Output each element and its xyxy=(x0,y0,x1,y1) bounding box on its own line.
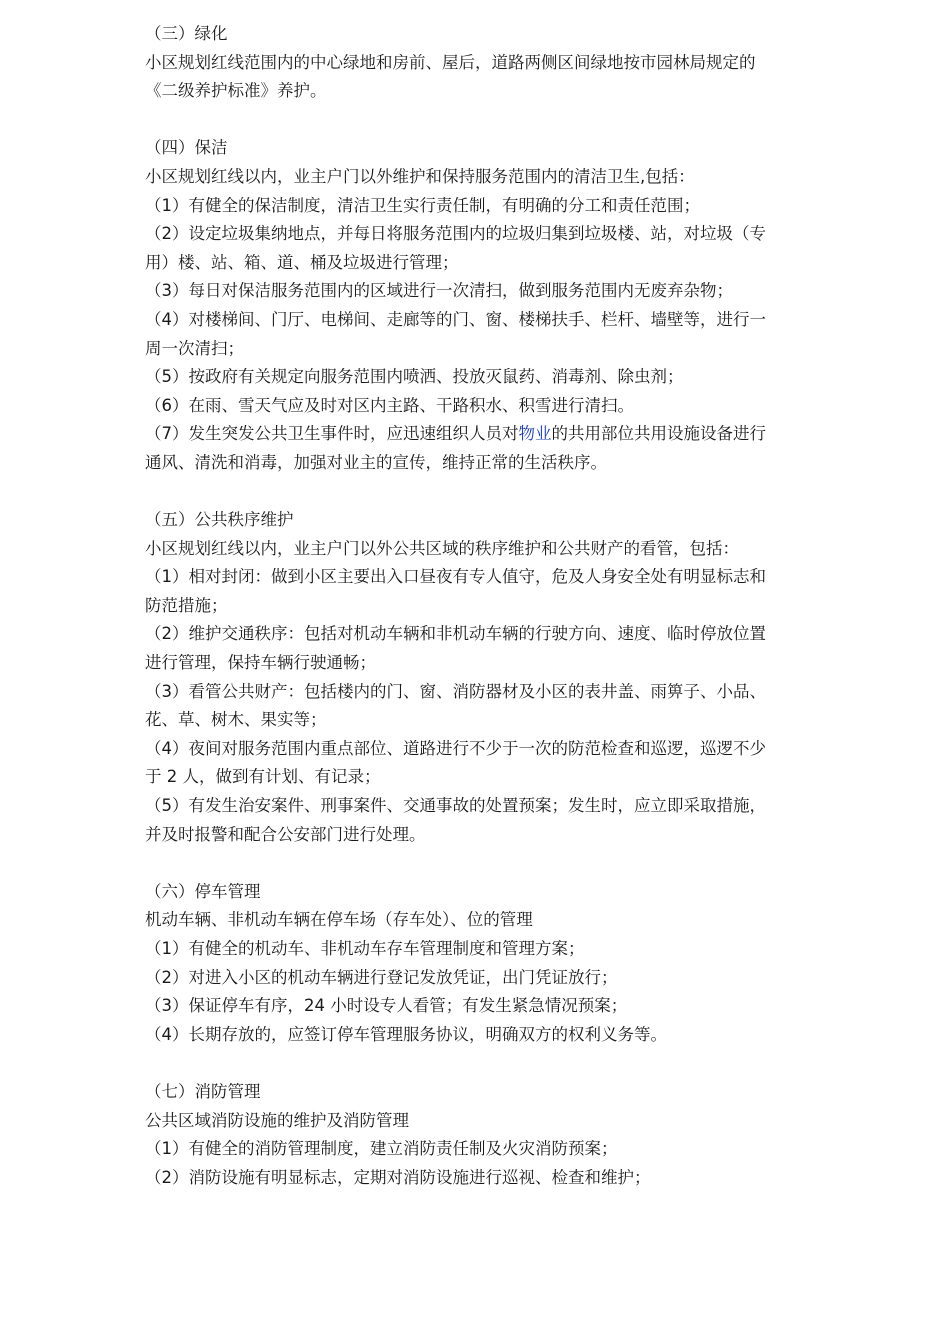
section-heading: （四）保洁 xyxy=(145,138,228,158)
property-link[interactable]: 物业 xyxy=(518,424,552,444)
list-item-continuation: 周一次清扫； xyxy=(145,338,244,358)
section-heading: （六）停车管理 xyxy=(145,881,261,901)
list-item: （6）在雨、雪天气应及时对区内主路、干路积水、积雪进行清扫。 xyxy=(145,395,634,415)
list-item: （1）相对封闭：做到小区主要出入口昼夜有专人值守，危及人身安全处有明显标志和 xyxy=(145,567,766,587)
list-item: （1）有健全的消防管理制度，建立消防责任制及火灾消防预案； xyxy=(145,1139,618,1159)
list-item-continuation: 防范措施； xyxy=(145,595,228,615)
list-item-continuation: 进行管理，保持车辆行驶通畅； xyxy=(145,653,376,673)
list-item-continuation: 于 2 人，做到有计划、有记录； xyxy=(145,767,381,787)
list-item: （2）设定垃圾集纳地点，并每日将服务范围内的垃圾归集到垃圾楼、站，对垃圾（专 xyxy=(145,224,766,244)
paragraph-line: 《二级养护标准》养护。 xyxy=(145,81,327,101)
list-item: （3）看管公共财产：包括楼内的门、窗、消防器材及小区的表井盖、雨箅子、小品、 xyxy=(145,681,766,701)
list-item: （1）有健全的保洁制度，清洁卫生实行责任制，有明确的分工和责任范围； xyxy=(145,195,700,215)
list-item: （2）维护交通秩序：包括对机动车辆和非机动车辆的行驶方向、速度、临时停放位置 xyxy=(145,624,766,644)
paragraph-line: 机动车辆、非机动车辆在停车场（存车处）、位的管理 xyxy=(145,910,533,930)
paragraph-line: 小区规划红线以内，业主户门以外维护和保持服务范围内的清洁卫生,包括： xyxy=(145,166,695,186)
list-item: （1）有健全的机动车、非机动车存车管理制度和管理方案； xyxy=(145,939,585,958)
list-item xyxy=(145,420,865,449)
section-public-order xyxy=(145,506,865,849)
list-item-text: 的共用部位共用设施设备进行 xyxy=(551,424,766,444)
paragraph-line: 小区规划红线以内，业主户门以外公共区域的秩序维护和公共财产的看管，包括： xyxy=(145,538,739,558)
section-fire-safety xyxy=(145,1078,865,1192)
list-item: （5）有发生治安案件、刑事案件、交通事故的处置预案；发生时，应立即采取措施， xyxy=(145,796,766,816)
list-item: （2）消防设施有明显标志，定期对消防设施进行巡视、检查和维护； xyxy=(145,1167,651,1187)
list-item: （3）每日对保洁服务范围内的区域进行一次清扫，做到服务范围内无废弃杂物； xyxy=(145,281,733,301)
section-heading: （七）消防管理 xyxy=(145,1081,261,1101)
list-item: （4）对楼梯间、门厅、电梯间、走廊等的门、窗、楼梯扶手、栏杆、墙壁等，进行一 xyxy=(145,309,766,329)
list-item-continuation: 通风、清洗和消毒，加强对业主的宣传，维持正常的生活秩序。 xyxy=(145,452,607,472)
list-item-continuation: 花、草、树木、果实等； xyxy=(145,710,327,730)
paragraph-line: 公共区域消防设施的维护及消防管理 xyxy=(145,1110,409,1130)
section-parking xyxy=(145,878,865,1050)
section-heading: （三）绿化 xyxy=(145,24,228,43)
list-item-continuation: 用）楼、站、箱、道、桶及垃圾进行管理； xyxy=(145,252,459,272)
list-item: （3）保证停车有序，24 小时设专人看管；有发生紧急情况预案； xyxy=(145,996,628,1016)
list-item: （2）对进入小区的机动车辆进行登记发放凭证，出门凭证放行； xyxy=(145,967,618,987)
section-greening xyxy=(145,20,865,106)
list-item: （5）按政府有关规定向服务范围内喷洒、投放灭鼠药、消毒剂、除虫剂； xyxy=(145,367,684,387)
list-item: （4）夜间对服务范围内重点部位、道路进行不少于一次的防范检查和巡逻，巡逻不少 xyxy=(145,738,766,758)
paragraph-line: 小区规划红线范围内的中心绿地和房前、屋后，道路两侧区间绿地按市园林局规定的 xyxy=(145,52,756,72)
list-item-text: （7）发生突发公共卫生事件时，应迅速组织人员对 xyxy=(145,424,519,444)
list-item: （4）长期存放的，应签订停车管理服务协议，明确双方的权利义务等。 xyxy=(145,1024,667,1044)
section-heading: （五）公共秩序维护 xyxy=(145,510,294,530)
section-cleaning xyxy=(145,134,865,477)
list-item-continuation: 并及时报警和配合公安部门进行处理。 xyxy=(145,824,426,844)
document-page xyxy=(145,20,865,1221)
